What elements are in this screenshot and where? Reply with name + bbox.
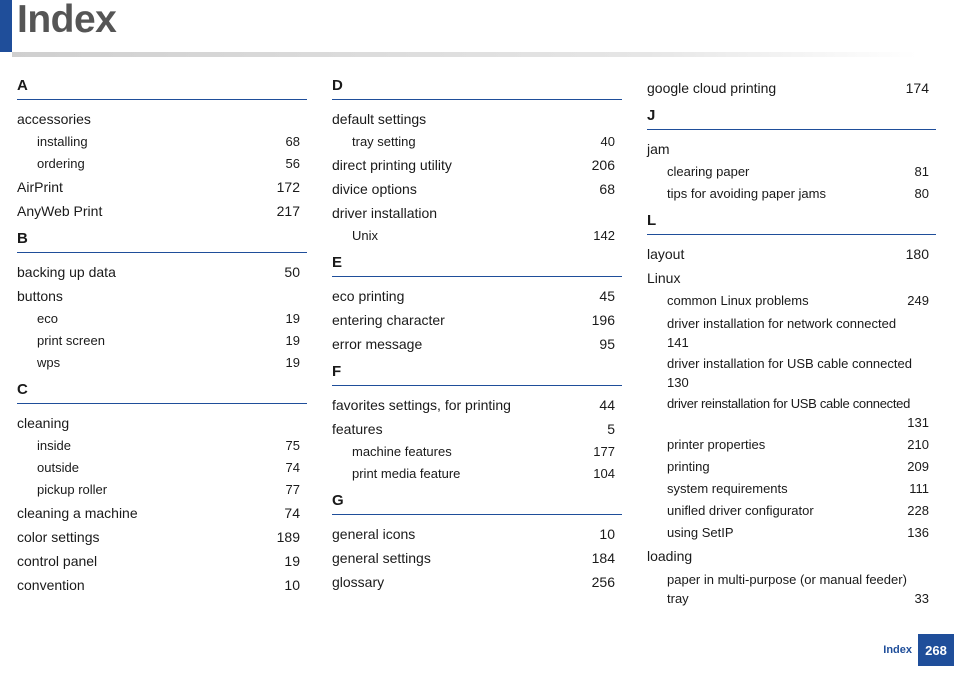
index-subentry[interactable] [647,456,936,478]
index-entry[interactable] [647,76,936,100]
index-entry[interactable] [332,308,622,332]
index-entry[interactable] [332,417,622,441]
index-subentry[interactable] [17,153,307,175]
entry-text: accessories [17,111,91,127]
index-section [332,76,622,247]
section-letter: C [17,381,28,398]
index-section [332,362,622,485]
index-entry[interactable] [332,332,622,356]
entry-text: AirPrint [17,179,63,195]
section-letter: B [17,230,28,247]
index-entry[interactable] [332,153,622,177]
entry-text: AnyWeb Print [17,203,103,219]
page-title: Index [17,0,117,41]
entry-text: cleaning [17,415,70,431]
section-letter: A [17,77,28,94]
entry-text: eco printing [332,288,405,304]
index-subentry[interactable] [647,354,936,392]
entry-page: 209 [907,459,929,474]
index-subentry[interactable] [647,161,936,183]
index-subentry[interactable] [647,500,936,522]
title-accent-bar [0,0,12,52]
index-subentry[interactable] [647,314,936,352]
section-letter: D [332,77,343,94]
entry-page: 50 [284,264,300,280]
index-section [647,211,936,608]
section-rule [647,234,936,235]
entry-page: 141 [667,335,689,350]
entry-text: google cloud printing [647,80,777,96]
index-entry[interactable] [332,522,622,546]
footer-section-label: Index [883,644,912,656]
entry-page: 19 [285,355,300,370]
entry-text: loading [647,548,693,564]
index-subentry[interactable] [332,225,622,247]
index-subentry[interactable] [17,352,307,374]
entry-page: 206 [591,157,615,173]
index-subentry[interactable] [647,394,936,432]
section-letter: J [647,107,656,124]
entry-page: 130 [667,375,689,390]
index-subentry[interactable] [647,478,936,500]
entry-page: 131 [907,415,929,430]
index-subentry[interactable] [332,463,622,485]
index-entry[interactable] [17,549,307,573]
entry-text: Unix [352,228,379,243]
index-section [332,491,622,594]
index-subentry[interactable] [17,131,307,153]
index-subentry[interactable] [17,330,307,352]
index-entry[interactable] [332,393,622,417]
entry-page: 74 [284,505,300,521]
entry-text: using SetIP [667,525,734,540]
index-subentry[interactable] [332,131,622,153]
entry-text: ordering [37,156,85,171]
entry-text: entering character [332,312,445,328]
section-letter: F [332,363,342,380]
entry-page: 40 [600,134,615,149]
entry-text: pickup roller [37,482,108,497]
entry-text: driver installation for USB cable connected [667,356,912,371]
index-subentry[interactable] [17,457,307,479]
entry-page: 172 [276,179,300,195]
entry-page: 80 [914,186,929,201]
index-subentry[interactable] [647,522,936,544]
entry-text: general icons [332,526,416,542]
entry-page: 68 [599,181,615,197]
entry-page: 33 [914,591,929,606]
entry-page: 174 [905,80,929,96]
index-entry[interactable] [332,546,622,570]
section-rule [332,385,622,386]
section-rule [17,99,307,100]
entry-page: 75 [285,438,300,453]
page-number-badge [918,634,954,666]
index-entry[interactable] [17,175,307,199]
entry-page: 196 [591,312,615,328]
entry-text: glossary [332,574,385,590]
entry-text: unifled driver configurator [667,503,814,518]
entry-page: 10 [599,526,615,542]
entry-page: 142 [593,228,615,243]
index-section [647,76,936,100]
index-subentry[interactable] [332,441,622,463]
index-entry[interactable] [332,201,622,225]
entry-text: driver reinstallation for USB cable connected [667,396,911,411]
entry-text: printer properties [667,437,766,452]
entry-page: 104 [593,466,615,481]
entry-page: 217 [276,203,300,219]
title-divider [12,52,917,57]
entry-page: 180 [905,246,929,262]
index-entry[interactable] [17,107,307,131]
entry-text: system requirements [667,481,788,496]
section-letter: G [332,492,344,509]
entry-text: buttons [17,288,63,304]
entry-page: 256 [591,574,615,590]
entry-page: 10 [284,577,300,593]
entry-text: paper in multi-purpose (or manual feeder) tray [667,572,907,606]
index-entry[interactable] [332,177,622,201]
entry-page: 19 [284,553,300,569]
section-rule [17,403,307,404]
index-entry[interactable] [17,411,307,435]
entry-page: 189 [276,529,300,545]
entry-text: Linux [647,270,681,286]
entry-page: 44 [599,397,615,413]
index-entry[interactable] [647,137,936,161]
index-subentry[interactable] [647,570,936,608]
index-entry[interactable] [17,525,307,549]
entry-text: color settings [17,529,100,545]
index-entry[interactable] [332,107,622,131]
index-section [17,380,307,597]
entry-text: backing up data [17,264,116,280]
section-rule [332,276,622,277]
index-section [332,253,622,356]
entry-text: outside [37,460,79,475]
index-entry[interactable] [332,570,622,594]
entry-page: 249 [907,293,929,308]
index-entry[interactable] [17,284,307,308]
entry-page: 210 [907,437,929,452]
index-entry[interactable] [332,284,622,308]
entry-text: machine features [352,444,452,459]
entry-page: 228 [907,503,929,518]
index-section [647,106,936,205]
index-entry[interactable] [17,573,307,597]
index-entry[interactable] [17,199,307,223]
section-letter: L [647,212,657,229]
entry-page: 177 [593,444,615,459]
entry-text: common Linux problems [667,293,809,308]
entry-page: 45 [599,288,615,304]
entry-page: 136 [907,525,929,540]
entry-page: 19 [285,333,300,348]
index-section [17,229,307,374]
index-subentry[interactable] [647,183,936,205]
page-number: 268 [925,642,947,658]
entry-text: features [332,421,383,437]
entry-text: convention [17,577,85,593]
index-subentry[interactable] [17,308,307,330]
index-subentry[interactable] [17,435,307,457]
index-entry[interactable] [17,260,307,284]
entry-page: 68 [285,134,300,149]
entry-text: general settings [332,550,431,566]
index-subentry[interactable] [647,434,936,456]
entry-text: driver installation for network connected [667,316,897,331]
entry-page: 95 [599,336,615,352]
entry-text: wps [37,355,61,370]
section-rule [332,514,622,515]
entry-text: favorites settings, for printing [332,397,511,413]
entry-text: print screen [37,333,105,348]
index-column-2 [332,76,622,600]
entry-text: error message [332,336,423,352]
index-column-1 [17,76,307,603]
entry-text: cleaning a machine [17,505,138,521]
entry-text: divice options [332,181,417,197]
entry-text: eco [37,311,58,326]
entry-page: 19 [285,311,300,326]
entry-text: printing [667,459,710,474]
entry-text: driver installation [332,205,438,221]
entry-text: control panel [17,553,98,569]
entry-text: default settings [332,111,427,127]
entry-page: 184 [591,550,615,566]
index-column-3 [647,76,936,614]
index-subentry[interactable] [17,479,307,501]
entry-text: jam [647,141,670,157]
section-letter: E [332,254,343,271]
index-entry[interactable] [647,266,936,290]
entry-text: print media feature [352,466,461,481]
entry-page: 5 [607,421,615,437]
index-subentry[interactable] [647,290,936,312]
entry-text: tray setting [352,134,416,149]
entry-text: clearing paper [667,164,750,179]
section-rule [17,252,307,253]
entry-text: layout [647,246,685,262]
index-entry[interactable] [647,544,936,568]
entry-page: 77 [285,482,300,497]
entry-text: tips for avoiding paper jams [667,186,826,201]
index-entry[interactable] [17,501,307,525]
entry-page: 56 [285,156,300,171]
index-entry[interactable] [647,242,936,266]
section-rule [647,129,936,130]
index-section [17,76,307,223]
entry-page: 111 [909,481,929,496]
entry-page: 81 [914,164,929,179]
entry-text: inside [37,438,71,453]
entry-page: 74 [285,460,300,475]
entry-text: direct printing utility [332,157,452,173]
section-rule [332,99,622,100]
entry-text: installing [37,134,88,149]
